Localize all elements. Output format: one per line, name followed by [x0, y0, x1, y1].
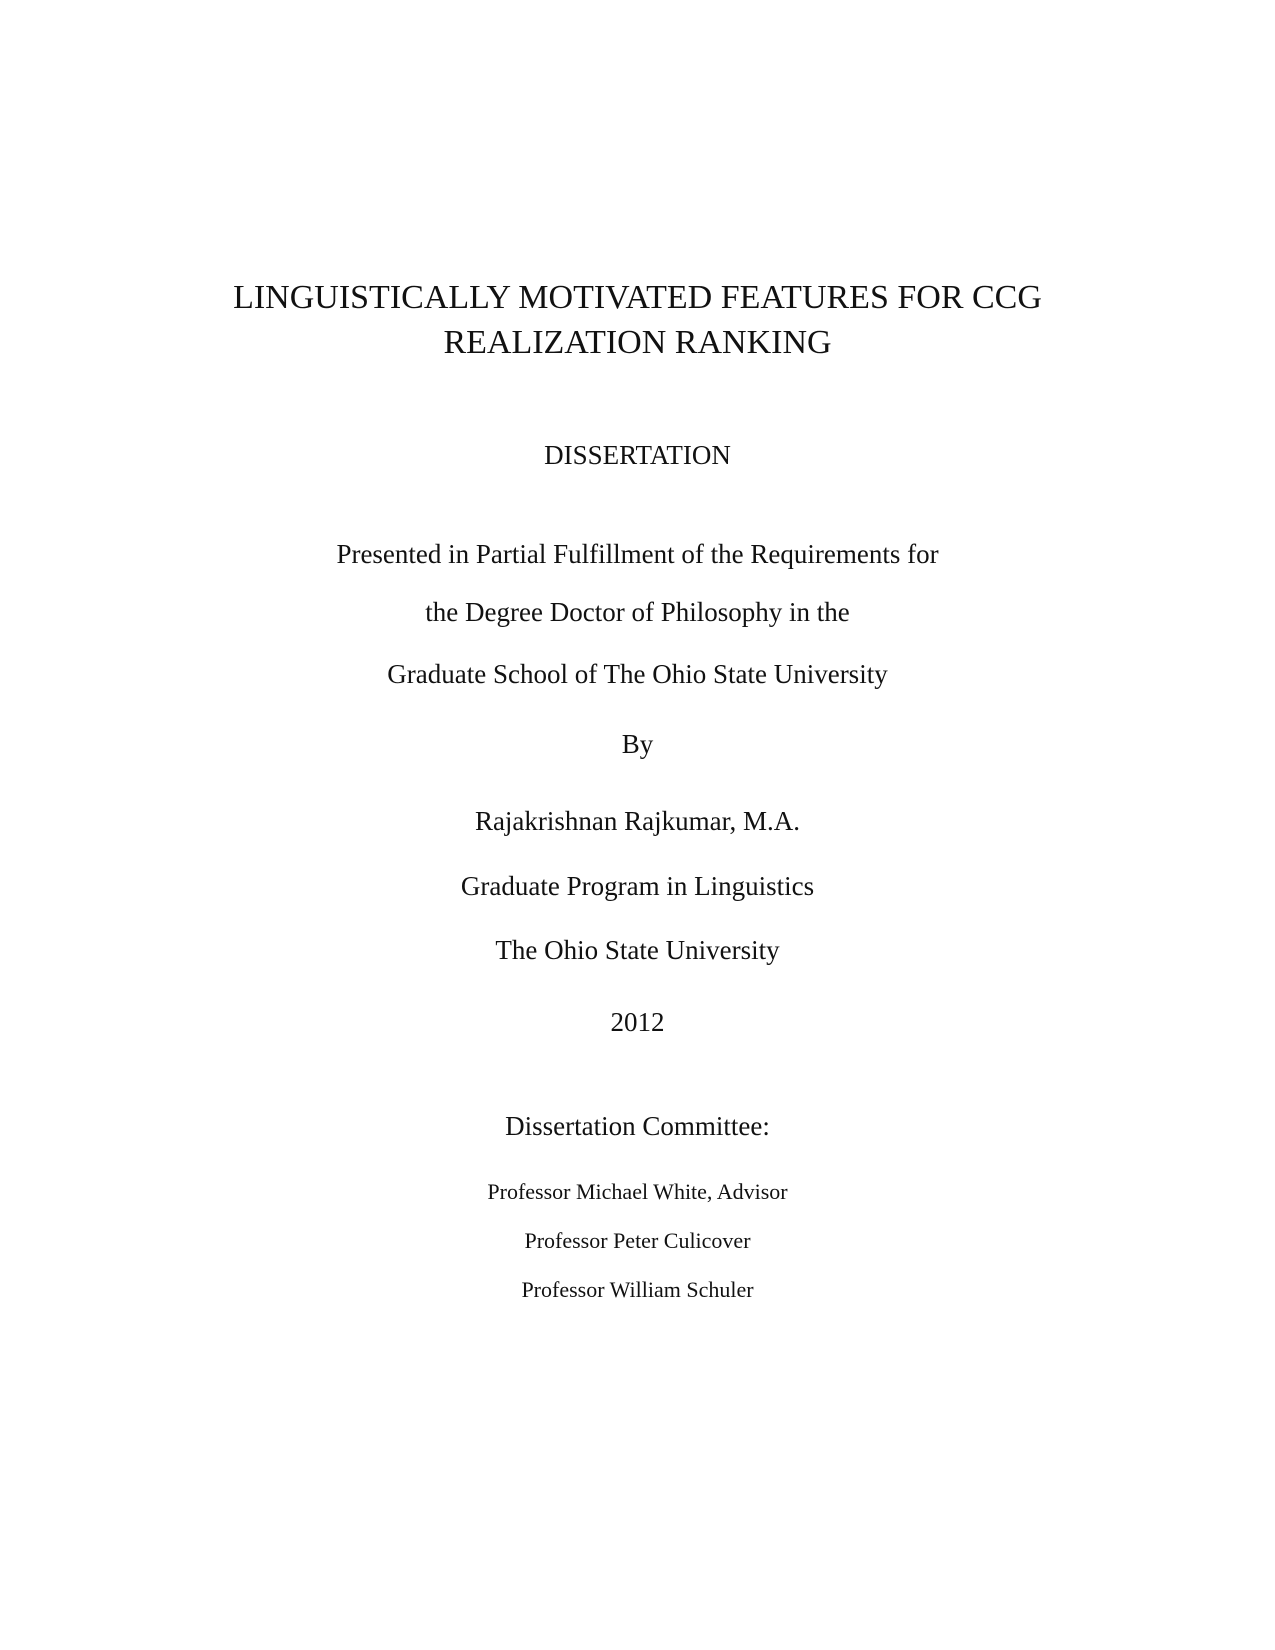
university-name: The Ohio State University	[495, 935, 780, 965]
committee-member: Professor William Schuler	[521, 1277, 754, 1302]
by-label: By	[621, 729, 654, 759]
committee-member: Professor Peter Culicover	[524, 1228, 751, 1253]
graduate-program: Graduate Program in Linguistics	[460, 871, 815, 901]
presentation-statement-line-1: Presented in Partial Fulfillment of the Requirements for	[336, 539, 939, 569]
dissertation-title-line-2: REALIZATION RANKING	[443, 324, 832, 361]
committee-member: Professor Michael White, Advisor	[487, 1179, 788, 1204]
presentation-statement-line-2: the Degree Doctor of Philosophy in the	[425, 597, 850, 627]
presentation-statement-line-3: Graduate School of The Ohio State University	[387, 659, 888, 689]
dissertation-title-line-1: LINGUISTICALLY MOTIVATED FEATURES FOR CCG	[233, 279, 1042, 316]
document-type: DISSERTATION	[544, 440, 731, 470]
author-name: Rajakrishnan Rajkumar, M.A.	[474, 806, 801, 836]
committee-heading: Dissertation Committee:	[505, 1111, 770, 1141]
year: 2012	[610, 1007, 665, 1037]
